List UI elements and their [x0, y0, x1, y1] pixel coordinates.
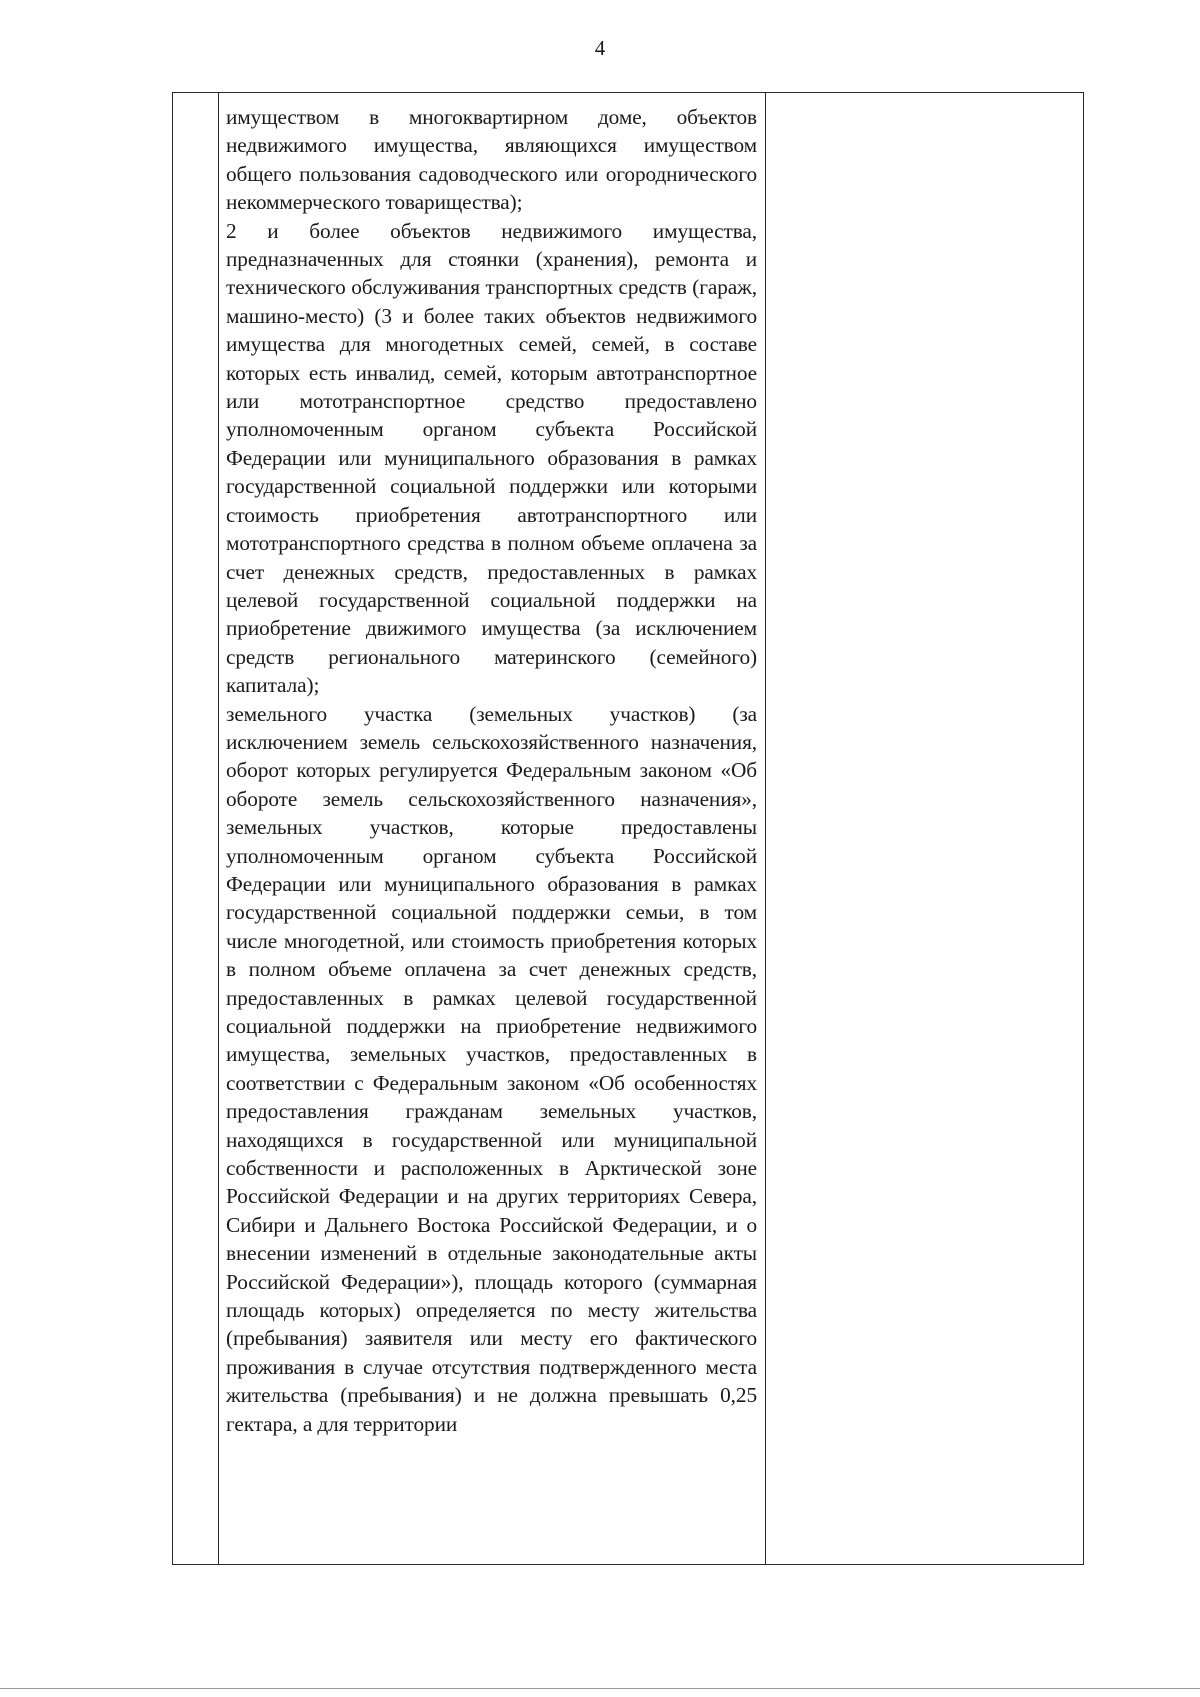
- table-paragraph: 2 и более объектов недвижимого имущества, предназначенных для стоянки (хранения), ремонта и технического обслуживания транспортных средств (гараж, машино-место) (3 и более таких объектов недвижимого имущества для многодетных семей, семей, в составе которых есть инвалид, семей, которым автотранспортное или мототранспортное средство предоставлено уполномоченным органом субъекта Российской Федерации или муниципального образования в рамках государственной социальной поддержки или которыми стоимость приобретения автотранспортного или мототранспортного средства в полном объеме оплачена за счет денежных средств, предоставленных в рамках целевой государственной социальной поддержки на приобретение движимого имущества (за исключением средств регионального материнского (семейного) капитала);: [226, 218, 757, 698]
- table-column-number: [173, 93, 219, 1564]
- table-paragraph: земельного участка (земельных участков) (за исключением земель сельскохозяйственного назначения, оборот которых регулируется Федеральным законом «Об обороте земель сельскохозяйственного назначения», земельных участков, которые предоставлены уполномоченным органом субъекта Российской Федерации или муниципального образования в рамках государственной социальной поддержки семьи, в том числе многодетной, или стоимость приобретения которых в полном объеме оплачена за счет денежных средств, предоставленных в рамках целевой государственной социальной поддержки на приобретение недвижимого имущества, земельных участков, предоставленных в соответствии с Федеральным законом «Об особенностях предоставления гражданам земельных участков, находящихся в государственной или муниципальной собственности и расположенных в Арктической зоне Российской Федерации и на других территориях Севера, Сибири и Дальнего Востока Российской Федерации, и о внесении изменений в отдельные законодательные акты Российской Федерации»), площадь которого (суммарная площадь которых) определяется по месту жительства (пребывания) заявителя или месту его фактического проживания в случае отсутствия подтвержденного места жительства (пребывания) и не должна превышать 0,25 гектара, а для территории: [226, 701, 757, 1436]
- table-paragraph: имуществом в многоквартирном доме, объектов недвижимого имущества, являющихся имуществом общего пользования садоводческого или огороднического некоммерческого товарищества);: [226, 105, 757, 215]
- document-table: [172, 92, 1084, 1565]
- table-column-right: [766, 93, 1083, 1564]
- table-column-content: [219, 93, 766, 1564]
- page-bottom-divider: [0, 1688, 1200, 1689]
- page-number: 4: [594, 36, 606, 60]
